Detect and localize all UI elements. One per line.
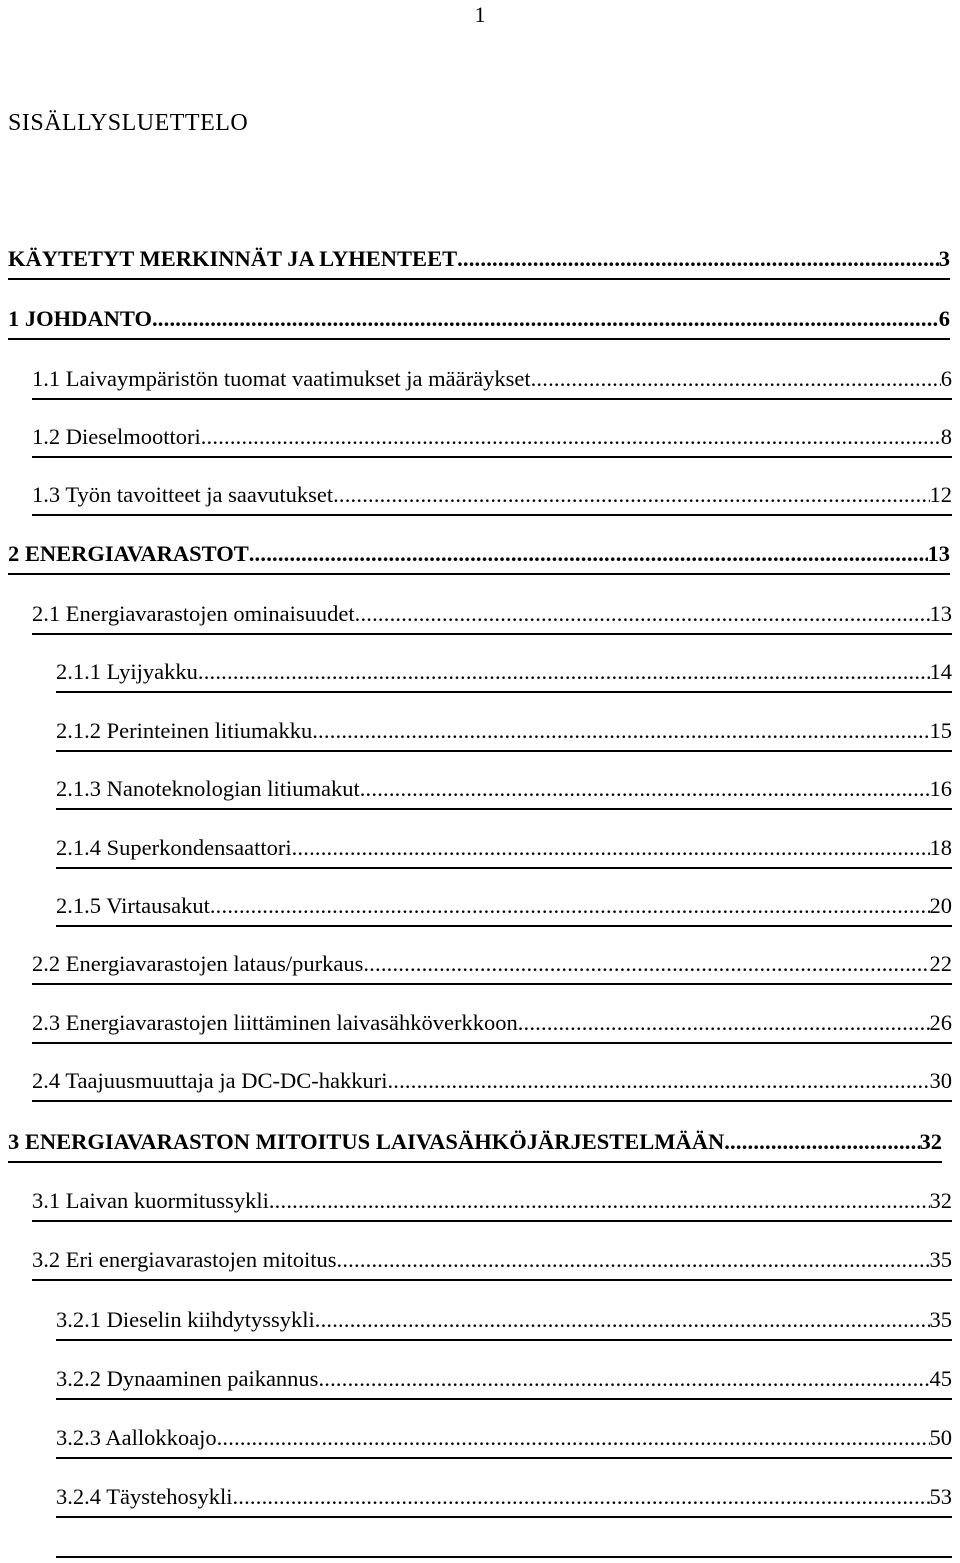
toc-entry-page: 8 — [940, 424, 952, 449]
toc-entry[interactable] — [56, 1366, 952, 1400]
toc-entry-page: 14 — [929, 659, 952, 684]
toc-leader-dots — [232, 1484, 929, 1510]
toc-leader-dots — [531, 366, 941, 392]
toc-leader-dots — [355, 601, 930, 627]
toc-entry-label: 3.2 Eri energiavarastojen mitoitus — [32, 1247, 337, 1272]
toc-entry[interactable] — [56, 659, 952, 693]
toc-entry-label: 2.1.3 Nanoteknologian litiumakut — [56, 776, 360, 801]
toc-entry-label: 3.2.4 Täystehosykli — [56, 1484, 233, 1509]
toc-entry-label: 1 JOHDANTO — [8, 306, 152, 331]
toc-entry[interactable] — [32, 366, 952, 400]
toc-entry-label: 2.3 Energiavarastojen liittäminen laivasähköverkkoon — [32, 1010, 518, 1035]
toc-entry[interactable] — [56, 1484, 952, 1518]
toc-entry[interactable] — [32, 482, 952, 516]
toc-leader-dots — [363, 951, 929, 977]
toc-entry-label: 2.1.4 Superkondensaattori — [56, 835, 292, 860]
toc-entry-page: 6 — [938, 306, 950, 331]
toc-entry[interactable] — [8, 1129, 942, 1163]
toc-entry-label: 1.3 Työn tavoitteet ja saavutukset — [32, 482, 334, 507]
toc-entry-label: 2.1.1 Lyijyakku — [56, 659, 198, 684]
toc-entry-page: 13 — [929, 601, 952, 626]
toc-leader-dots — [360, 776, 930, 802]
toc-entry-label: 2 ENERGIAVARASTOT — [8, 541, 249, 566]
toc-entry-page: 32 — [929, 1188, 952, 1213]
toc-entry[interactable] — [32, 424, 952, 458]
toc-entry-page: 12 — [929, 482, 952, 507]
toc-leader-dots — [333, 482, 929, 508]
toc-entry[interactable] — [32, 601, 952, 635]
toc-entry-label: 1.2 Dieselmoottori — [32, 424, 201, 449]
toc-entry-page: 16 — [929, 776, 952, 801]
toc-entry[interactable] — [56, 835, 952, 869]
toc-entry[interactable] — [32, 1247, 952, 1281]
toc-entry-page: 3 — [938, 246, 950, 271]
toc-entry-label: 2.1.5 Virtausakut — [56, 893, 210, 918]
toc-leader-dots — [152, 306, 939, 332]
toc-entry-label: KÄYTETYT MERKINNÄT JA LYHENTEET — [8, 246, 458, 271]
toc-leader-dots — [315, 1307, 930, 1333]
toc-entry[interactable] — [32, 1188, 952, 1222]
toc-entry-page: 26 — [929, 1010, 952, 1035]
toc-entry-label: 3 ENERGIAVARASTON MITOITUS LAIVASÄHKÖJÄRJESTELMÄÄN — [8, 1129, 725, 1154]
toc-title: SISÄLLYSLUETTELO — [8, 110, 249, 136]
toc-entry[interactable] — [56, 1307, 952, 1341]
toc-entry-page: 35 — [929, 1247, 952, 1272]
toc-leader-dots — [337, 1247, 930, 1273]
toc-entry-page: 13 — [927, 541, 950, 566]
toc-leader-dots — [269, 1188, 930, 1214]
toc-leader-dots — [457, 246, 939, 272]
toc-entry-label: 3.2.3 Aallokkoajo — [56, 1425, 217, 1450]
toc-entry-page: 6 — [940, 366, 952, 391]
toc-leader-dots — [249, 541, 928, 567]
toc-entry-label: 1.1 Laivaympäristön tuomat vaatimukset ja määräykset — [32, 366, 531, 391]
toc-entry-label: 2.2 Energiavarastojen lataus/purkaus — [32, 951, 364, 976]
toc-entry[interactable] — [8, 541, 950, 575]
toc-leader-dots — [210, 893, 930, 919]
toc-entry-page: 22 — [929, 951, 952, 976]
toc-entry-label: 3.1 Laivan kuormitussykli — [32, 1188, 269, 1213]
toc-entry-page: 45 — [929, 1366, 952, 1391]
toc-entry-label: 2.4 Taajuusmuuttaja ja DC-DC-hakkuri — [32, 1068, 388, 1093]
toc-entry[interactable] — [56, 718, 952, 752]
toc-leader-dots — [387, 1068, 929, 1094]
toc-entry-page: 15 — [929, 718, 952, 743]
toc-leader-dots — [292, 835, 930, 861]
toc-entry-page: 50 — [929, 1425, 952, 1450]
toc-leader-dots — [198, 659, 930, 685]
toc-leader-dots — [312, 718, 929, 744]
toc-entry-page: 35 — [929, 1307, 952, 1332]
toc-entry[interactable] — [56, 776, 952, 810]
toc-leader-dots — [518, 1010, 930, 1036]
toc-entry-label: 3.2.2 Dynaaminen paikannus — [56, 1366, 319, 1391]
toc-entry-page: 20 — [929, 893, 952, 918]
toc-entry[interactable] — [32, 951, 952, 985]
toc-entry[interactable] — [32, 1068, 952, 1102]
toc-entry[interactable] — [56, 893, 952, 927]
toc-entry-label: 2.1.2 Perinteinen litiumakku — [56, 718, 313, 743]
toc-entry[interactable] — [8, 306, 950, 340]
toc-leader-dots — [318, 1366, 929, 1392]
toc-entry-page: 32 — [919, 1129, 942, 1154]
toc-entry-page: 18 — [929, 835, 952, 860]
toc-entry[interactable] — [8, 246, 950, 280]
toc-entry-page: 30 — [929, 1068, 952, 1093]
toc-entry-label: 3.2.1 Dieselin kiihdytyssykli — [56, 1307, 315, 1332]
page-number: 1 — [474, 2, 486, 27]
toc-entry[interactable] — [32, 1010, 952, 1044]
toc-entry-page: 53 — [929, 1484, 952, 1509]
toc-entry[interactable] — [56, 1425, 952, 1459]
bottom-rule — [56, 1556, 952, 1558]
toc-leader-dots — [217, 1425, 930, 1451]
toc-entry-label: 2.1 Energiavarastojen ominaisuudet — [32, 601, 355, 626]
toc-leader-dots — [201, 424, 941, 450]
toc-leader-dots — [724, 1129, 919, 1155]
